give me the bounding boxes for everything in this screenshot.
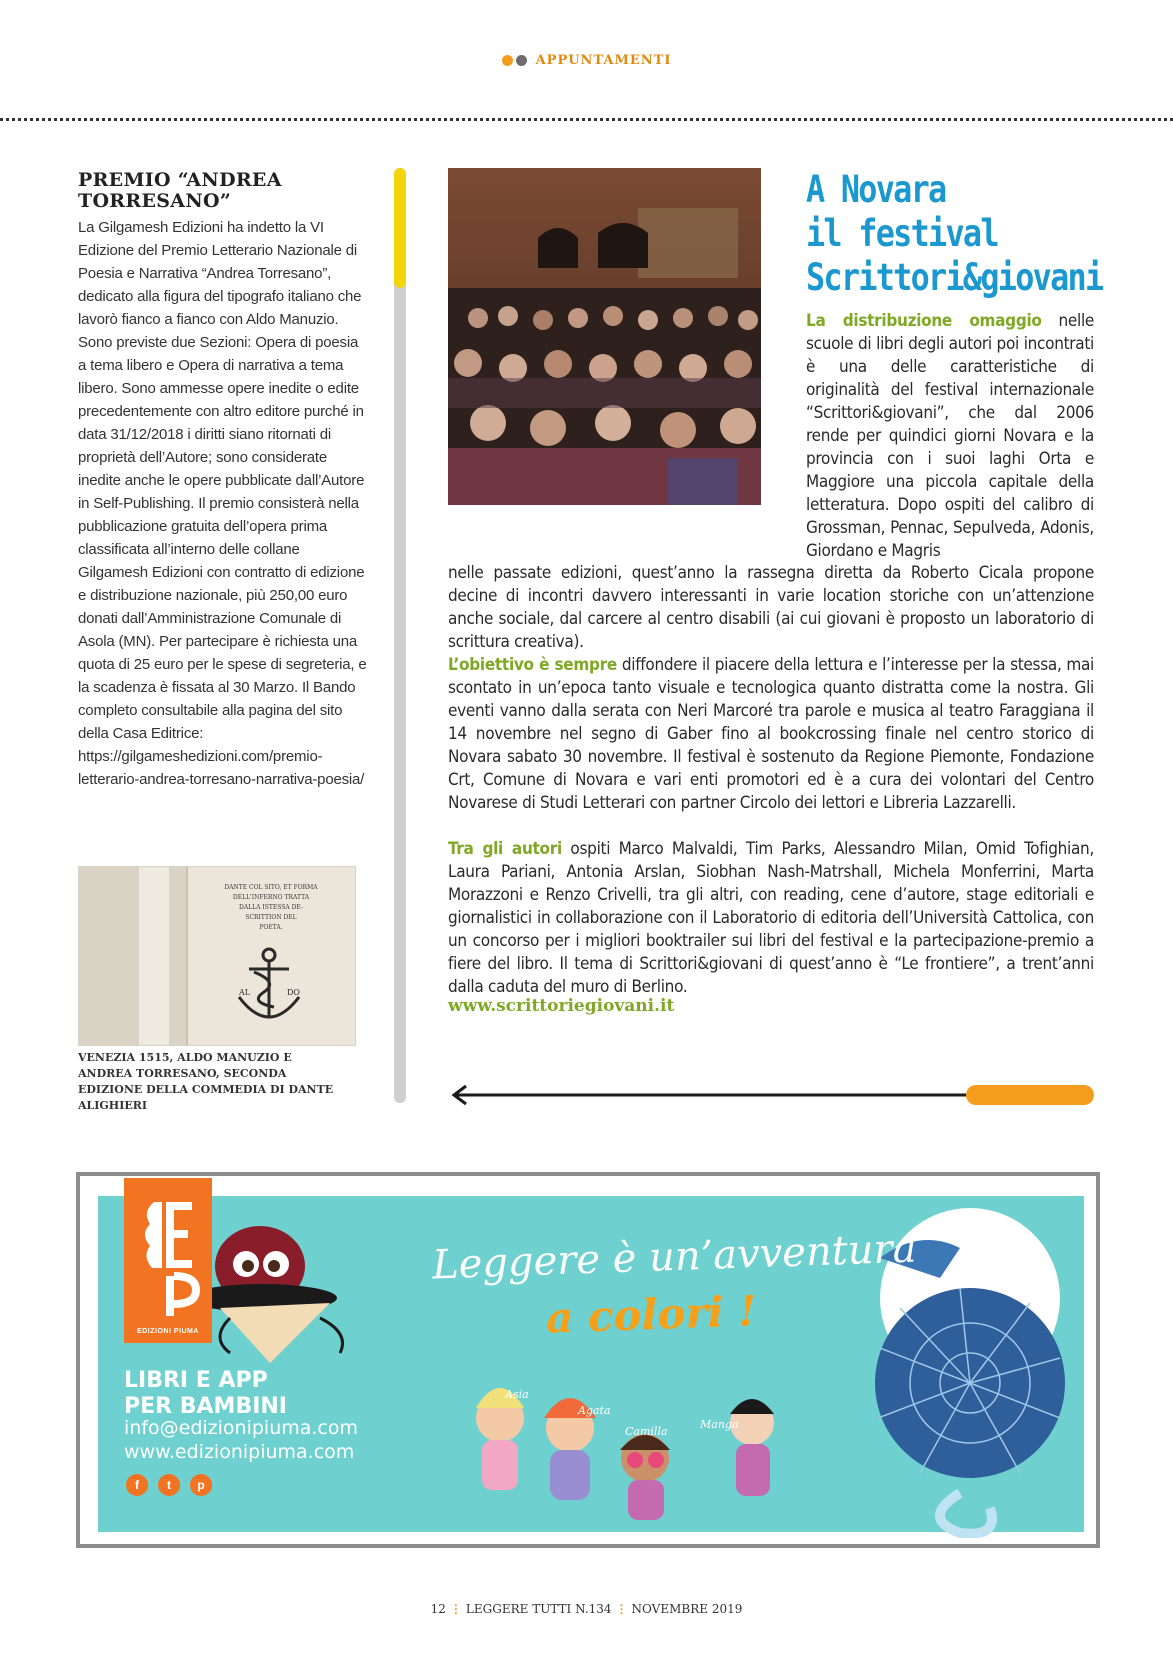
- article-paragraph-1-rest: nelle passate edizioni, quest’anno la rassegna diretta da Roberto Cicala propone decine di incontri davvero interessanti in varie location storiche con un’attenzione anche sociale, dal carcere al centro disabili (ai cui giovani è proposto un laboratorio di scrittura creativa).: [448, 563, 1094, 652]
- section-header: [0, 52, 1173, 70]
- brand-label: EDIZIONI PIUMA: [137, 1328, 199, 1335]
- headline-line-3: Scrittori&giovani: [806, 256, 1103, 299]
- banner-slogan-line-1: Leggere è un’avventura: [431, 1225, 918, 1289]
- hat-character-icon: [200, 1226, 343, 1363]
- book-page-illustration: [79, 867, 355, 1045]
- facebook-icon[interactable]: f: [126, 1474, 148, 1496]
- book-do-text: DO: [287, 988, 300, 997]
- festival-website-link[interactable]: www.scrittoriegiovani.it: [448, 996, 675, 1016]
- paragraph-2-text: diffondere il piacere della lettura e l’interesse per la stessa, mai scontato in un’epoca tanto visuale e tecnologica quanto distratta come la nostra. Gli eventi vanno dalla serata con Neri Marcoré tra parole e musica al teatro Faraggiana il 14 novembre nel segno di Gaber fino al bookcrossing finale nel centro storico di Novara sabato 30 novembre. Il festival è sostenuto da Regione Piemonte, Fondazione Crt, Comune di Novara e vari enti promotori ed è a cura dei volontari del Centro Novarese di Studi Letterari con partner Circolo dei lettori e Libreria Lazzarelli.: [448, 655, 1094, 813]
- book-photo: [78, 866, 356, 1046]
- grey-dot-icon: [516, 55, 527, 66]
- doll-name-camilla: Camilla: [625, 1425, 668, 1438]
- twitter-icon[interactable]: t: [158, 1474, 180, 1496]
- arrow-left-icon: [450, 1084, 1098, 1106]
- doll-characters-icon: [476, 1388, 774, 1520]
- paragraph-2-lead: L’obiettivo è sempre: [448, 655, 617, 675]
- section-label: APPUNTAMENTI: [535, 53, 672, 69]
- pinterest-icon[interactable]: p: [190, 1474, 212, 1496]
- article-paragraph-3: [448, 838, 1094, 999]
- page-footer: [0, 1602, 1173, 1616]
- doll-name-manga: Manga: [700, 1418, 739, 1431]
- article-paragraph-1-top: [806, 310, 1094, 563]
- article-paragraph-2: [448, 654, 1094, 815]
- book-text-line-3: DALLA ISTESSA DE-: [239, 904, 303, 911]
- banner-contacts: [124, 1416, 358, 1464]
- book-text-line-2: DELL'INFERNO TRATTA: [232, 894, 310, 901]
- headline-line-2: il festival: [806, 212, 998, 255]
- magazine-issue: LEGGERE TUTTI N.134: [465, 1602, 612, 1616]
- book-text-line-5: POETA.: [259, 924, 283, 931]
- book-al-text: AL: [239, 988, 251, 997]
- festival-audience-photo: [448, 168, 761, 505]
- banner-tagline: [124, 1368, 287, 1420]
- doll-name-asia: Asia: [505, 1388, 529, 1401]
- article-headline: [806, 168, 1103, 300]
- column-divider: [394, 168, 406, 1103]
- book-text-line-4: SCRITTION DEL: [245, 914, 297, 921]
- orange-dot-icon: [502, 55, 513, 66]
- book-text-line-1: DANTE COL SITO, ET FORMA: [224, 884, 318, 891]
- premio-body: La Gilgamesh Edizioni ha indetto la VI Edizione del Premio Letterario Nazionale di Poesia e Narrativa “Andrea Torresano”, dedicato alla figura del tipografo italiano che lavorò fianco a fianco con Aldo Manuzio. Sono previste due Sezioni: Opera di poesia a tema libero e Opera di narrativa a tema libero. Sono ammesse opere inedite o edite precedentemente con altro editore purché in data 31/12/2018 i diritti siano ritornati di proprietà dell’Autore; sono considerate inedite anche le opere pubblicate dall’Autore in Self-Publishing. Il premio consisterà nella pubblicazione gratuita dell’opera prima classificata all’interno delle collane Gilgamesh Edizioni con contratto di edizione e distribuzione nazionale, più 250,00 euro donati dall’Amministrazione Comunale di Asola (MN). Per partecipare è richiesta una quota di 25 euro per le spese di segreteria, e la scadenza è fissata al 30 Marzo. Il Bando completo consultabile alla pagina del sito della Casa Editrice: https://gilgameshedizioni.com/premio-letterario-andrea-torresano-narrativa-poesia/: [78, 219, 367, 788]
- dotted-divider: [0, 118, 1173, 121]
- page-number: 12: [430, 1602, 446, 1616]
- ep-feather-logo-icon: [140, 1192, 200, 1332]
- premio-sidebar: [78, 170, 370, 791]
- paragraph-3-text: ospiti Marco Malvaldi, Tim Parks, Alessandro Milan, Omid Tofighian, Laura Pariani, Antonia Arslan, Siobhan Nash-Matrshall, Michela Monferrini, Marta Morazzoni e Renzo Crivelli, tra gli altri, con reading, cene d’autore, stage editoriali e giornalistici in collaborazione con il Laboratorio di editoria dell’Università Cattolica, con un concorso per i migliori booktrailer sui libri del festival e la partecipazione-premio a fiere del libro. Il tema di Scrittori&giovani di quest’anno è “Le frontiere”, a trent’anni dalla caduta del muro di Berlino.: [448, 839, 1095, 997]
- book-caption: VENEZIA 1515, ALDO MANUZIO E ANDREA TORRESANO, SECONDA EDIZIONE DELLA COMMEDIA DI DANTE ALIGHIERI: [78, 1051, 334, 1112]
- footer-separator-icon: ⋮: [615, 1602, 628, 1616]
- doll-name-agata: Agata: [578, 1404, 611, 1417]
- tagline-line-2: PER BAMBINI: [124, 1394, 287, 1419]
- banner-slogan-line-2: a colori !: [545, 1286, 758, 1343]
- headline-line-1: A Novara: [806, 168, 946, 211]
- paragraph-1-lead: La distribuzione omaggio: [806, 311, 1042, 331]
- banner-site[interactable]: www.edizionipiuma.com: [124, 1441, 355, 1463]
- social-links: [126, 1474, 222, 1496]
- banner-email[interactable]: info@edizionipiuma.com: [124, 1417, 359, 1439]
- audience-illustration: [448, 168, 761, 505]
- column-divider-accent: [394, 168, 406, 288]
- tagline-line-1: LIBRI E APP: [124, 1368, 268, 1393]
- issue-date: NOVEMBRE 2019: [631, 1602, 743, 1616]
- footer-separator-icon: ⋮: [449, 1602, 462, 1616]
- paragraph-1-top-text: nelle scuole di libri degli autori poi incontrati è una delle caratteristiche di originalità del festival internazionale “Scrittori&giovani”, che dal 2006 rende per quindici giorni Novara e la provincia con i suoi laghi Orta e Maggiore una piccola capitale della letteratura. Dopo ospiti del calibro di Grossman, Pennac, Sepulveda, Adonis, Giordano e Magris: [806, 311, 1095, 561]
- paragraph-3-lead: Tra gli autori: [448, 839, 562, 859]
- premio-title: PREMIO “ANDREA TORRESANO”: [78, 169, 282, 212]
